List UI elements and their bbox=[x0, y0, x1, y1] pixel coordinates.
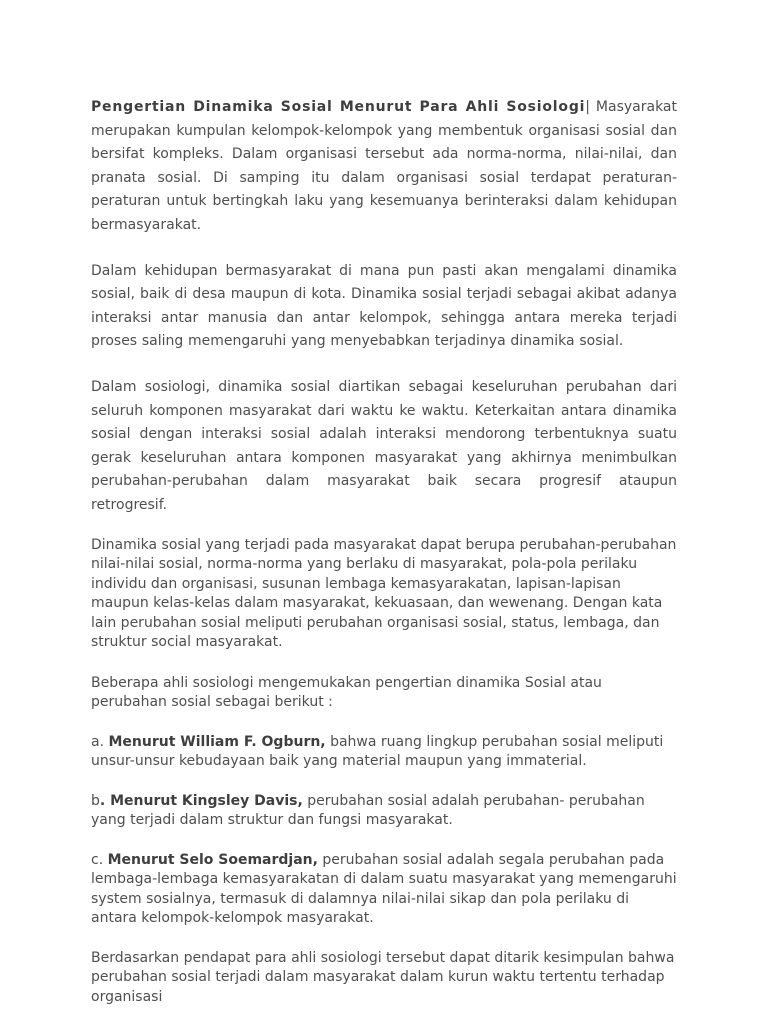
item-a-prefix: a. bbox=[91, 733, 109, 750]
article-title: Pengertian Dinamika Sosial Menurut Para Ahli Sosiologi bbox=[91, 99, 586, 115]
list-item-a bbox=[91, 733, 677, 772]
item-c-text: perubahan sosial adalah segala perubahan pada lembaga-lembaga kemasyarakatan di dalam suatu masyarakat yang memengaruhi system sosialnya, termasuk di dalamnya nilai-nilai sikap dan pola perilaku di antara kelompok-kelompok masyarakat. bbox=[91, 851, 677, 926]
item-a-name: Menurut William F. Ogburn, bbox=[108, 733, 326, 750]
document-body bbox=[91, 96, 677, 1007]
item-b-prefix: b bbox=[91, 792, 100, 809]
intro-text: Masyarakat merupakan kumpulan kelompok-kelompok yang membentuk organisasi sosial dan bersifat kompleks. Dalam organisasi tersebut ada norma-norma, nilai-nilai, dan pranata sosial. Di samping itu dalam organisasi sosial terdapat peraturan-peraturan untuk bertingkah laku yang kesemuanya berinteraksi dalam kehidupan bermasyarakat. bbox=[91, 99, 677, 233]
item-a-text: bahwa ruang lingkup perubahan sosial meliputi unsur-unsur kebudayaan baik yang material maupun yang immaterial. bbox=[91, 733, 664, 769]
item-c-name: Menurut Selo Soemardjan, bbox=[107, 851, 318, 868]
intro-paragraph bbox=[91, 96, 677, 238]
paragraph-3: Dalam sosiologi, dinamika sosial diartikan sebagai keseluruhan perubahan dari seluruh komponen masyarakat dari waktu ke waktu. Keterkaitan antara dinamika sosial dengan interaksi sosial adalah interaksi mendorong terbentuknya suatu gerak keseluruhan antara komponen masyarakat yang akhirnya menimbulkan perubahan-perubahan dalam masyarakat baik secara progresif ataupun retrogresif. bbox=[91, 378, 677, 513]
list-item-b bbox=[91, 792, 677, 831]
item-c-prefix: c. bbox=[91, 851, 108, 868]
title-separator: | bbox=[585, 99, 590, 115]
item-b-name: . Menurut Kingsley Davis, bbox=[99, 792, 303, 809]
list-item-c bbox=[91, 851, 677, 929]
paragraph-4: Dinamika sosial yang terjadi pada masyarakat dapat berupa perubahan-perubahan nilai-nilai sosial, norma-norma yang berlaku di masyarakat, pola-pola perilaku individu dan organisasi, susunan lembaga kemasyarakatan, lapisan-lapisan maupun kelas-kelas dalam masyarakat, kekuasaan, dan wewenang. Dengan kata lain perubahan sosial meliputi perubahan organisasi sosial, status, lembaga, dan struktur social masyarakat. bbox=[91, 536, 677, 650]
paragraph-6: Berdasarkan pendapat para ahli sosiologi tersebut dapat ditarik kesimpulan bahwa perubahan sosial terjadi dalam masyarakat dalam kurun waktu tertentu terhadap organisasi bbox=[91, 949, 675, 1005]
item-b-text: perubahan sosial adalah perubahan- perubahan yang terjadi dalam struktur dan fungsi masyarakat. bbox=[91, 792, 645, 828]
paragraph-2: Dalam kehidupan bermasyarakat di mana pun pasti akan mengalami dinamika sosial, baik di desa maupun di kota. Dinamika sosial terjadi sebagai akibat adanya interaksi antar manusia dan antar kelompok, sehingga antara mereka terjadi proses saling memengaruhi yang menyebabkan terjadinya dinamika sosial. bbox=[91, 262, 677, 350]
paragraph-5: Beberapa ahli sosiologi mengemukakan pengertian dinamika Sosial atau perubahan sosial sebagai berikut : bbox=[91, 674, 602, 710]
